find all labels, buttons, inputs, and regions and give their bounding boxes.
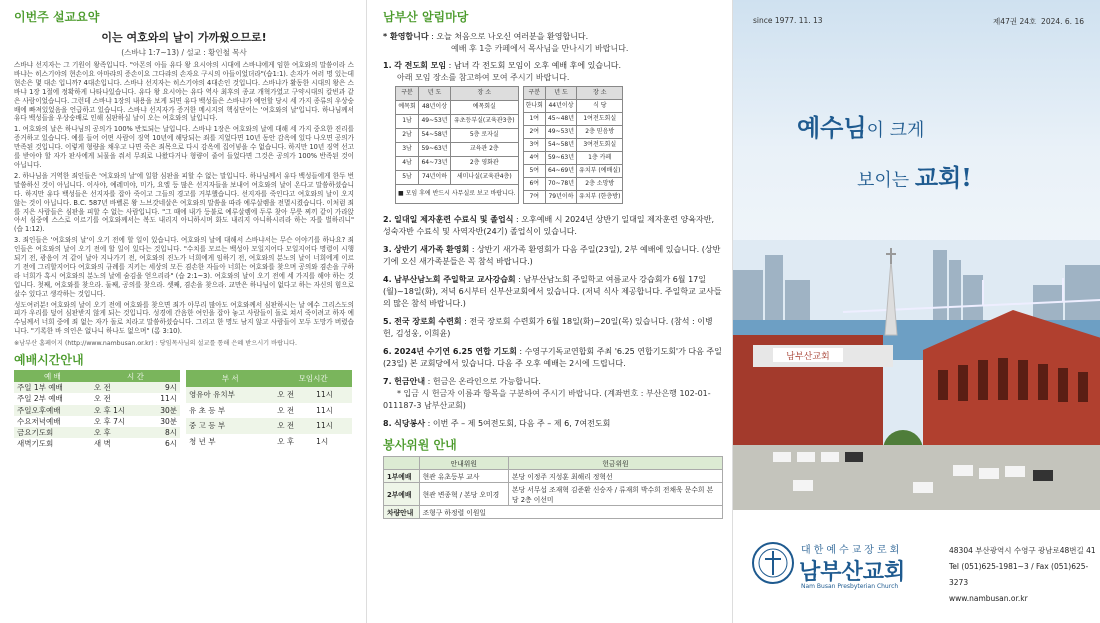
group-cell: 2남 [396,128,419,142]
service-period: 오 전 [93,394,111,404]
notice-text: : 남부산남노회 주일학교 여름교사 강습회가 6월 17일(월)~18일(화), 저녁 6시부터 신부산교회에서 있습니다. (저녁 식사 제공합니다. 주일학교 교사들의 많은 참석 바랍니다.) [383,275,722,308]
notice-text: : 헌금은 온라인으로 가능합니다. [425,377,541,386]
year-cell: 49~53년 [545,126,576,139]
service-period: 오 후 1시 [91,405,146,416]
contact-info [949,543,1100,607]
worship-title: 예배시간안내 [14,353,84,368]
place-note: ■ 모임 후에 반드시 사무실로 보고 바랍니다. [396,184,519,203]
issue-number: 제47권 24호 [993,17,1037,26]
service-period: 오 후 [91,427,146,438]
notice-text: : 남녀 각 전도회 모임이 오후 예배 후에 있습니다. [446,61,622,70]
sermon-paragraph: 1. 여호와의 날은 하나님의 공의가 100% 반토되는 날입니다. 스바냐 1장은 여호와의 날에 대해 세 가지 중요한 진리를 증거하고 있습니다. 예를 들어 어떤 사람이 징역 10년에 해당되는 죄를 지었다면 10년 동안 감옥에 있다 나오면 공의가 만족된 것입니다. 이렇게 형량을 채우고 나면 죽은 죄목으로 다시 감옥에 집어넣을 수 없습니다. 하지만 10년 징역 선고를 받아야 할 자가 판사에게 뇌물을 줘서 무죄로 나왔다거나 형량이 줄어 들었다면 그것은 공의가 100% 반족된 것이 아닙니다. [14,125,354,169]
table-row [523,139,623,152]
group-cell: 7여 [523,191,545,204]
table-row [186,387,352,403]
notice-number: 7. [383,377,392,386]
place-cell: 유치부 (한층방) [577,191,623,204]
issue-header [733,0,1100,27]
notice-heading: 상반기 새가족 환영회 [394,245,470,254]
table-row [523,152,623,165]
place-header: 년 도 [419,87,451,101]
website-link[interactable]: www.nambusan.or.kr [949,594,1028,603]
guide-cell: 현관 변종혁 / 본당 오미경 [419,483,508,506]
service-name: 수요저녁예배 [17,416,61,426]
notice-heading: 각 전도회 모임 [394,61,447,70]
place-cell: 세미나실(교육관4층) [450,170,518,184]
worship-col-header: 시 간 [91,370,180,382]
year-cell: 48년이상 [419,100,451,114]
driver-cell: 조형구 하정렬 이원일 [419,506,722,519]
place-header: 년 도 [545,87,576,100]
table-row [523,126,623,139]
dept-name: 청 년 부 [189,437,216,446]
year-cell: 54~58년 [545,139,576,152]
group-cell: 1남 [396,114,419,128]
service-period: 오 전 [91,382,146,393]
notice-text: : 오후예배 시 2024년 상반기 일대일 제자훈련 양육자반, 성숙자반 수료식 및 사역자반(24기) 졸업식이 있습니다. [383,215,714,236]
dept-time: 11시 [316,405,333,415]
service-time: 9시 [146,382,180,393]
place-header: 구분 [396,87,419,101]
offering-cell: 본당 서무섭 조재혁 김준환 신승자 / 류재희 박수희 전채욱 문수희 본당 2층 이선미 [509,483,723,506]
homepage-note: ※남부산 홈페이지 (http://www.nambusan.or.kr) : 당임목사님의 설교를 통해 은혜 받으시기 바랍니다. [14,340,298,348]
volunteer-header: 헌금위원 [509,457,723,470]
department-schedule-table [186,370,352,449]
table-row [384,506,723,519]
dept-time: 11시 [313,418,352,434]
notice-text: : 상반기 새가족 환영회가 다음 주일(23일), 2부 예배에 있습니다. (상반기에 오신 새가족분들은 꼭 참석 바랍니다.) [383,245,721,266]
place-header: 장 소 [577,87,623,100]
dept-period: 오 후 [277,437,295,446]
table-row [14,393,180,404]
table-row [186,418,352,434]
sermon-title: 이는 여호와의 날이 가까웠으므로! [101,31,267,44]
volunteer-header: 안내위원 [419,457,508,470]
group-cell: 6여 [523,178,545,191]
table-row [396,100,519,114]
table-row [14,427,180,438]
notice-item [383,418,722,430]
dept-col-header: 부 서 [186,370,274,387]
table-row [384,470,723,483]
year-cell: 59~63년 [419,142,451,156]
issue-date: 2024. 6. 16 [1041,17,1084,26]
slogan-text: 보이는 [857,170,915,191]
table-row [396,170,519,184]
place-cell: 예목회실 [450,100,518,114]
guide-cell: 현관 유초등부 교사 [419,470,508,483]
notice-item [383,376,722,412]
service-name: 주일 2부 예배 [17,394,63,404]
womens-meeting-table [523,86,624,204]
group-cell: 2여 [523,126,545,139]
notices-panel [366,0,732,623]
worship-tables [14,370,354,449]
service-name: 주일오후예배 [14,405,91,416]
notice-text: : 전국 장로회 수련회가 6월 18일(화)~20일(목) 있습니다. (참석 : 이병헌, 김성웅, 이희윤) [383,317,713,338]
slogan-emphasis: 예수님 [797,113,867,142]
service-time: 30분 [160,416,177,426]
sermon-paragraph: 3. 죄인들은 '여호와의 날'이 오기 전에 할 일이 있습니다. 여호와의 날에 대해서 스바냐서는 무슨 이야기를 하나요? 죄인들은 여호와의 날이 오기 전에 할 일이 있다는 것입니다. "수치를 모르는 백성아 모일지어다 모일지어다 명령이 시행되기 전, 광음이 겨 같이 날아 지나가기 전, 여호와의 진노가 너희에게 임하기 전, 여호와의 분노의 날이 너희에게 이르기 전에 그리할지어다 여호와의 규례를 지키는 세상의 모든 겸손한 자들아 너희는 여호와를 찾으며 공의와 겸손을 구하라 너희가 혹시 여호와의 분노의 날에 숨김을 얻으리라" (습 2:1~3). 여호와의 날이 오기 전에 세 가지를 해야 하는 것입니다. 첫째, 여호와를 찾으라. 둘째, 공의를 찾으라. 셋째, 겸손을 찾으라. 교만은 하나님이 없다고 하는 자신의 힘으로 살수 있다고 생각하는 것입니다. [14,236,354,298]
place-cell: 교육관 2층 [450,142,518,156]
slogan-line-1 [797,108,924,143]
since-date: since 1977. 11. 13 [753,16,823,25]
slogan-emphasis: 교회! [914,163,972,192]
notice-number: 2. [383,215,392,224]
place-cell: 식 당 [577,100,623,113]
service-cell: 2부예배 [384,483,420,506]
notice-number: 8. [383,419,392,428]
offering-cell: 본당 이정주 지성훈 최해리 정혁선 [509,470,723,483]
table-row [396,128,519,142]
table-row [186,434,352,450]
group-cell: 4남 [396,156,419,170]
place-header: 구분 [523,87,545,100]
table-row [186,403,352,419]
dept-period: 오 전 [274,387,313,403]
notice-item [383,274,722,310]
service-time: 11시 [160,394,177,404]
church-identity [733,525,1100,623]
group-cell: 5여 [523,165,545,178]
place-cell: 1층 카페 [577,152,623,165]
dept-time: 11시 [313,387,352,403]
year-cell: 54~58년 [419,128,451,142]
table-row [14,438,180,449]
notice-number: 6. [383,347,392,356]
year-cell: 44년이상 [545,100,576,113]
place-cell: 2층 믿음방 [577,126,623,139]
notice-subtext: 아래 모임 장소를 참고하여 모여 주시기 바랍니다. [397,73,570,82]
phone-fax: Tel (051)625-1981~3 / Fax (051)625-3273 [949,562,1089,587]
service-name: 새벽기도회 [17,439,54,449]
dept-period: 오 전 [277,405,295,415]
year-cell: 59~63년 [545,152,576,165]
service-period: 새 벽 [93,439,111,449]
dept-col-header: 모임시간 [274,370,352,387]
table-row [523,191,623,204]
volunteers-table [383,456,723,519]
year-cell: 45~48년 [545,113,576,126]
volunteers-title: 봉사위원 안내 [383,438,457,452]
year-cell: 64~69년 [545,165,576,178]
place-cell: 유치부 (예배실) [577,165,623,178]
year-cell: 64~73년 [419,156,451,170]
notice-number: 5. [383,317,392,326]
year-cell: 49~53년 [419,114,451,128]
sermon-section-title: 이번주 설교요약 [14,10,100,24]
service-cell: 차량안내 [384,506,420,519]
group-cell: 5남 [396,170,419,184]
notice-item [383,316,722,340]
notice-heading: 일대일 제자훈련 수료식 및 졸업식 [394,215,514,224]
service-name: 주일 1부 예배 [14,382,91,393]
table-row [14,405,180,416]
table-row [396,156,519,170]
notice-item [383,214,722,238]
dept-period: 오 전 [274,418,313,434]
table-row [523,113,623,126]
church-name: 남부산교회 [799,559,906,585]
notice-subtext: * 입금 시 헌금자 이름과 항목을 구분하여 주시기 바랍니다. (계좌번호 : 부산은행 102-01-011187-3 남부산교회) [383,389,711,410]
church-seal-icon [751,541,795,585]
worship-col-header: 예 배 [14,370,91,382]
notice-number: 4. [383,275,392,284]
table-row [523,100,623,113]
notice-heading: 식당봉사 [394,419,426,428]
notice-text: : 수영구기독교연합회 주최 '6.25 연합기도회'가 다음 주일 (23일) 본 교회당에서 있습니다. 다음 주 오후 예배는 2시에 드립니다. [383,347,722,368]
notice-text: : 이번 주 – 제 5여전도회, 다음 주 – 제 6, 7여전도회 [425,419,611,428]
table-row [384,483,723,506]
worship-schedule-table [14,370,180,449]
place-cell: 5층 로자실 [450,128,518,142]
dept-name: 중 고 등 부 [186,418,274,434]
group-cell: 3남 [396,142,419,156]
notice-heading: 전국 장로회 수련회 [394,317,462,326]
slogan-text: 이 크게 [866,120,925,141]
mens-meeting-table [395,86,519,204]
sermon-paragraph: 2. 하나님을 거역한 죄인들은 '여호와의 날'에 일함 심판을 피할 수 없는 말입니다. 하나님께서 유다 백성들에게 한두 번 말씀하신 것이 아닙니다. 이사야, 예레미야, 미가, 요엘 등 많은 선지자들을 보내어 여호와의 날이 온다고 말씀하셨습니다. 하지만 유다 백성들은 선지자를 잡아 죽이고 그들의 경고를 거부했습니다. 선지자를 죽인다고 여호와의 날이 오지 않는 것이 아닙니다. B.C. 587년 바벨론 왕 느브갓네살은 여호와의 말씀을 따라 예루살렘을 전멸시켰습니다. 이처럼 죄를 지은 사람들은 심판을 피할 수 없는 사람입니다. "그 때에 내가 등불로 예루살렘에 두루 찾아 무릇 찌끼 같이 가라앉아서 심중에 스스로 이르기를 여호와께서는 복도 내리지 아니하시며 화도 내리지 아니하시리라 하는 자를 벌하리니" (습 1:12). [14,171,354,234]
year-cell: 74년이하 [419,170,451,184]
notice-heading: 2024년 수기연 6.25 연합 기도회 [394,347,517,356]
slogan-line-2 [857,158,972,193]
welcome-text: : 오늘 처음으로 나오신 여러분을 환영합니다. [428,32,589,41]
service-name: 금요기도회 [14,427,91,438]
sermon-paragraph: 스바냐 선지자는 그 기원이 왕족입니다. "아몬의 아들 유다 왕 요시야의 시대에 스바냐에게 임한 여호와의 말씀이라 스바냐는 히스기야의 현손이요 아마랴의 증손이요 그다랴의 손자요 구시의 아들이었더라"(습1:1). 손자가 여러 명 있는데 현손은 몇 대손 입니까? 4대손입니다. 스바냐 선지자는 히스기야의 4대손인 것입니다. 스바냐가 활동한 시대의 왕은 스바냐 1장 1절에 정확하게 나타나있습니다. 유다 왕 요시야는 유다 역사 최후의 종교 개혁가였고 구약시대의 칼빈과 같은 사람이었습니다. 그런데 스바냐 1장의 내용을 보게 되면 유다 백성들은 스바냐가 예언할 당시 세 가지 종류의 우상숭배에 빠져있었음을 언급하고 있습니다. 스바냐 선지자가 증거한 메시지의 핵심단어는 '여호와의 날'입니다. 하나님께서 유다 백성들을 우상숭배로 인해 심판하실 날이 오는 여호와의 날입니다. [14,61,354,123]
notices-title: 남부산 알림마당 [383,10,469,24]
service-time: 6시 [164,439,177,449]
group-cell: 예목회 [396,100,419,114]
notice-heading: 헌금안내 [394,377,426,386]
place-cell: 2층 영화관 [450,156,518,170]
notice-number: 3. [383,245,392,254]
year-cell: 70~78년 [545,178,576,191]
building-sign: 남부산교회 [786,352,830,362]
group-cell: 3여 [523,139,545,152]
welcome-notice [383,31,722,55]
dept-name: 유 초 등 부 [189,405,226,415]
place-cell: 2층 소망방 [577,178,623,191]
church-english-name: Nam Busan Presbyterian Church [801,583,899,590]
year-cell: 79년이하 [545,191,576,204]
sermon-paragraph: 성도여러분! 여호와의 날이 오기 전에 여호와를 찾으면 죄가 아무리 많아도 여호와께서 심판하시는 날 예수 그리스도의 피가 우리를 덮어 심판받지 않게 되는 것입니다. 성경에 간음한 여인을 잡아 놓고 사람들이 돌로 쳐서 죽이려고 하자 예수님께서 너희 중에 죄 없는 자가 돌로 치라고 말씀하셨습니다. 그리고 한 명도 남지 않고 사람들이 모두 도망가 버렸습니다. "기록한 바 의인은 없나니 하나도 없으며" (롬 3:10). [14,300,354,336]
volunteer-header [384,457,420,470]
place-cell: 3여전도회실 [577,139,623,152]
church-photo [733,240,1100,510]
service-cell: 1부예배 [384,470,420,483]
group-cell: 한나회 [523,100,545,113]
church-building-illustration [733,240,1100,510]
table-row [523,165,623,178]
sermon-subtitle: (스바냐 1:7~13) / 설교 : 황인철 목사 [121,48,247,57]
place-header: 장 소 [450,87,518,101]
group-cell: 4여 [523,152,545,165]
notice-item [383,244,722,268]
notice-number: 1. [383,61,392,70]
dept-name: 영유아 유치부 [186,387,274,403]
table-row [396,142,519,156]
group-cell: 1여 [523,113,545,126]
address: 48304 부산광역시 수영구 광남로48번길 41 [949,546,1096,555]
table-row [523,178,623,191]
place-cell: 유초등부실(교육관3층) [450,114,518,128]
service-time: 30분 [146,405,180,416]
meeting-places [383,84,722,208]
notice-heading: 남부산남노회 주일학교 교사강습회 [394,275,516,284]
service-time: 8시 [146,427,180,438]
place-cell: 1여전도회실 [577,113,623,126]
table-row [14,416,180,427]
notice-item [383,346,722,370]
table-row [396,114,519,128]
welcome-label: * 환영합니다 [383,32,429,41]
service-period: 오 후 7시 [93,416,126,426]
denomination: 대한예수교장로회 [801,545,903,556]
table-row [14,382,180,393]
cover-panel [732,0,1100,623]
welcome-text-2: 예배 후 1층 카페에서 목사님을 만나시기 바랍니다. [451,44,629,53]
dept-time: 1시 [316,437,329,446]
sermon-panel [0,0,366,623]
notice-item [383,60,722,208]
